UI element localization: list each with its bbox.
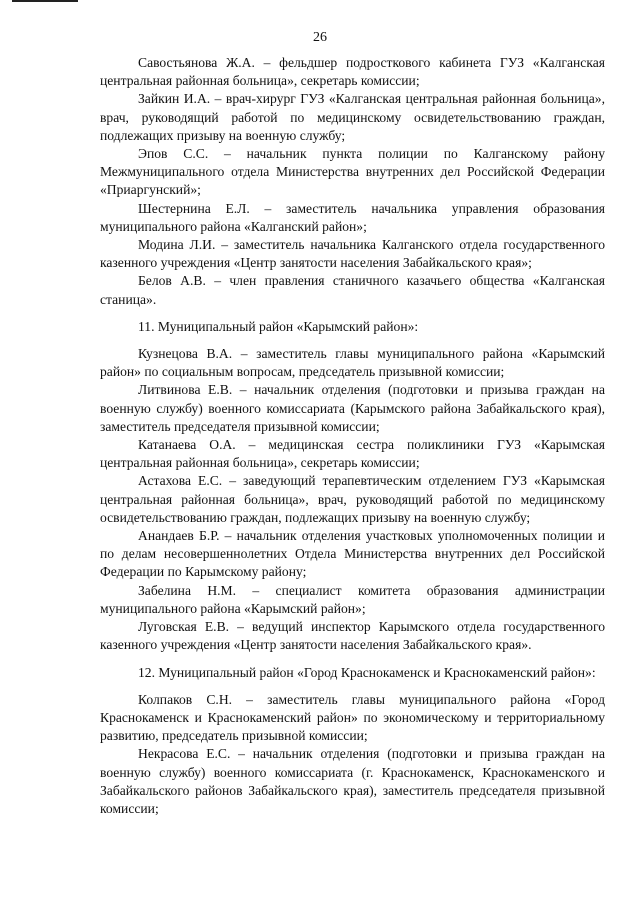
member-entry: Забелина Н.М. – специалист комитета образования администрации муниципального района «Карымский район»; [100,582,605,616]
member-entry: Модина Л.И. – заместитель начальника Калганского отдела государственного казенного учреждения «Центр занятости населения Забайкальского края»; [100,237,605,271]
section-heading: 12. Муниципальный район «Город Краснокаменск и Краснокаменский район»: [138,664,596,680]
member-entry: Кузнецова В.А. – заместитель главы муниципального района «Карымский район» по социальным вопросам, председатель призывной комиссии; [100,346,605,380]
member-entry: Белов А.В. – член правления станичного казачьего общества «Калганская станица». [100,273,605,307]
member-entry: Литвинова Е.В. – начальник отделения (подготовки и призыва граждан на военную службу) военного комиссариата (Карымского района Забайкальского края), заместитель председателя призывной комиссии; [100,382,605,434]
member-entry: Некрасова Е.С. – начальник отделения (подготовки и призыва граждан на военную службу) военного комиссариата (г. Краснокаменск, Краснокаменского и Забайкальского районов Забайкальского края), заместитель председателя призывной комиссии; [100,746,605,816]
member-entry: Анандаев Б.Р. – начальник отделения участковых уполномоченных полиции и по делам несовершеннолетних Отдела Министерства внутренних дел Российской Федерации по Карымскому району; [100,528,605,580]
section-heading: 11. Муниципальный район «Карымский район»: [138,318,419,334]
document-body [100,54,605,818]
page-number: 26 [313,30,327,45]
member-entry: Шестернина Е.Л. – заместитель начальника управления образования муниципального района «Калганский район»; [100,200,605,234]
member-entry: Колпаков С.Н. – заместитель главы муниципального района «Город Краснокаменск и Краснокаменский район» по экономическому и территориальному развитию, председатель призывной комиссии; [100,691,605,744]
member-entry: Зайкин И.А. – врач-хирург ГУЗ «Калганская центральная районная больница», врач, руководящий работой по медицинскому освидетельствованию граждан, подлежащих призыву на военную службу; [100,91,605,143]
member-entry: Савостьянова Ж.А. – фельдшер подросткового кабинета ГУЗ «Калганская центральная районная больница», секретарь комиссии; [100,55,605,89]
member-entry: Астахова Е.С. – заведующий терапевтическим отделением ГУЗ «Карымская центральная районная больница», врач, руководящий работой по медицинскому освидетельствованию граждан, подлежащих призыву на военную службу; [100,473,605,525]
member-entry: Катанаева О.А. – медицинская сестра поликлиники ГУЗ «Карымская центральная районная больница», секретарь комиссии; [100,437,605,471]
scan-edge-mark [12,0,78,2]
member-entry: Луговская Е.В. – ведущий инспектор Карымского отдела государственного казенного учреждения «Центр занятости населения Забайкальского края». [100,619,605,653]
member-entry: Эпов С.С. – начальник пункта полиции по Калганскому району Межмуниципального отдела Министерства внутренних дел Российской Федерации «Приаргунский»; [100,146,605,198]
